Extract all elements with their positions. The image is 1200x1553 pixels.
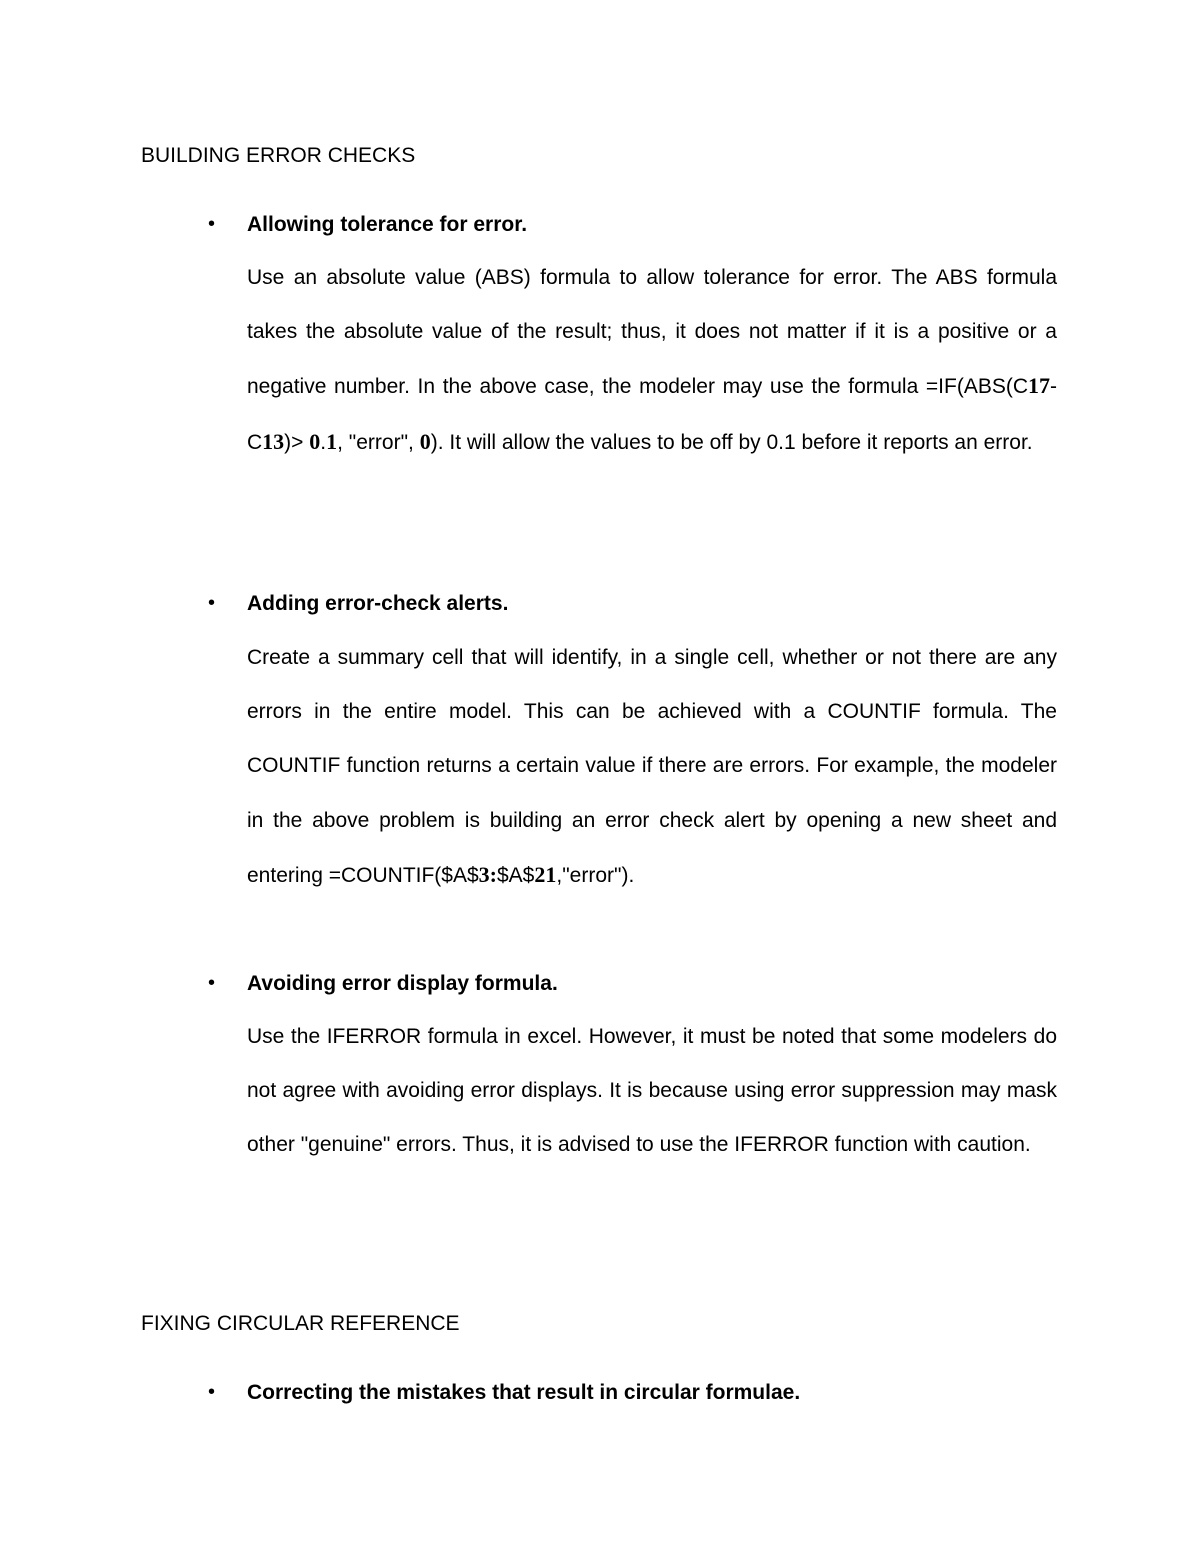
item-body-tolerance: Use an absolute value (ABS) formula to allow tolerance for error. The ABS formula takes the absolute value of the result; thus, it does not matter if it is a positive or a negative number. In the above case, the modeler may use the formula =IF(ABS(C17-C13)> 0.1, "error", 0). It will allow the values to be off by 0.1 before it reports an error.	[247, 266, 1057, 454]
section-heading-building-error-checks: BUILDING ERROR CHECKS	[141, 144, 416, 167]
item-body-error-check-alerts: Create a summary cell that will identify, in a single cell, whether or not there are any errors in the entire model. This can be achieved with a COUNTIF formula. The COUNTIF function returns a certain value if there are errors. For example, the modeler in the above problem is building an error check alert by opening a new sheet and entering =COUNTIF($A$3:$A$21,"error").	[247, 646, 1057, 887]
item-title-avoiding-error-display: Avoiding error display formula.	[247, 972, 558, 995]
section-heading-fixing-circular-reference: FIXING CIRCULAR REFERENCE	[141, 1312, 460, 1335]
bullet-icon: •	[208, 592, 216, 614]
item-title-circular-formulae: Correcting the mistakes that result in circular formulae.	[247, 1381, 801, 1404]
bullet-icon: •	[208, 972, 216, 994]
bullet-icon: •	[208, 1381, 216, 1403]
item-body-avoiding-error-display: Use the IFERROR formula in excel. However, it must be noted that some modelers do not agree with avoiding error displays. It is because using error suppression may mask other "genuine" errors. Thus, it is advised to use the IFERROR function with caution.	[247, 1025, 1057, 1157]
item-title-error-check-alerts: Adding error-check alerts.	[247, 592, 509, 615]
bullet-icon: •	[208, 213, 216, 235]
item-title-tolerance: Allowing tolerance for error.	[247, 213, 528, 236]
